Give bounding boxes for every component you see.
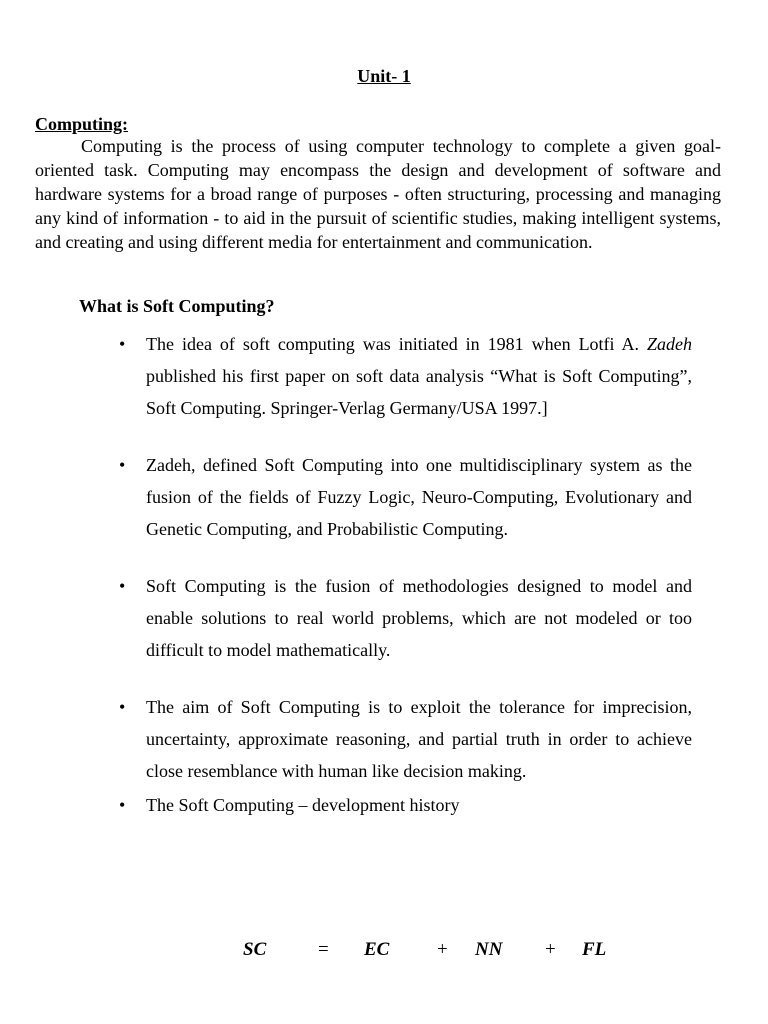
bullet-icon: • — [119, 455, 126, 475]
equation-plus-sign: + — [437, 939, 448, 960]
equation-plus-sign: + — [545, 939, 556, 960]
equation-term-nn: NN — [475, 939, 503, 960]
bullet-list — [0, 328, 768, 821]
bullet-icon: • — [119, 576, 126, 596]
bullet-item — [119, 449, 692, 545]
section-heading-computing: Computing: — [35, 114, 129, 134]
bullet-item — [119, 691, 692, 787]
bullet-icon: • — [119, 697, 126, 717]
bullet-text: Soft Computing is the fusion of methodologies designed to model and enable solutions to real world problems, which are not modeled or too difficult to model mathematically. — [146, 576, 692, 660]
equation-equals-sign: = — [318, 939, 329, 960]
equation — [0, 936, 768, 964]
equation-term-fl: FL — [582, 939, 607, 960]
bullet-text: The Soft Computing – development history — [146, 795, 460, 815]
bullet-text: The idea of soft computing was initiated in 1981 when Lotfi A. — [146, 334, 647, 354]
bullet-text-emphasis: Zadeh — [647, 334, 692, 354]
intro-paragraph: Computing is the process of using computer technology to complete a given goal-oriented task. Computing may encompass the design and development of software and hardware systems for a broad range of purposes - often structuring, processing and managing any kind of information - to aid in the pursuit of scientific studies, making intelligent systems, and creating and using different media for entertainment and communication. — [35, 136, 721, 252]
bullet-text: Zadeh, defined Soft Computing into one multidisciplinary system as the fusion of the fields of Fuzzy Logic, Neuro-Computing, Evolutionary and Genetic Computing, and Probabilistic Computing. — [146, 455, 692, 539]
bullet-item — [119, 328, 692, 424]
question-heading: What is Soft Computing? — [79, 296, 275, 316]
bullet-text: published his first paper on soft data analysis “What is Soft Computing”, Soft Computing. Springer-Verlag Germany/USA 1997.] — [146, 366, 692, 418]
unit-heading: Unit- 1 — [357, 66, 411, 86]
bullet-icon: • — [119, 795, 126, 815]
bullet-text: The aim of Soft Computing is to exploit the tolerance for imprecision, uncertainty, approximate reasoning, and partial truth in order to achieve close resemblance with human like decision making. — [146, 697, 692, 781]
bullet-item — [119, 570, 692, 666]
equation-term-ec: EC — [364, 939, 390, 960]
equation-term-sc: SC — [243, 939, 267, 960]
bullet-icon: • — [119, 334, 126, 354]
bullet-item — [119, 789, 692, 821]
